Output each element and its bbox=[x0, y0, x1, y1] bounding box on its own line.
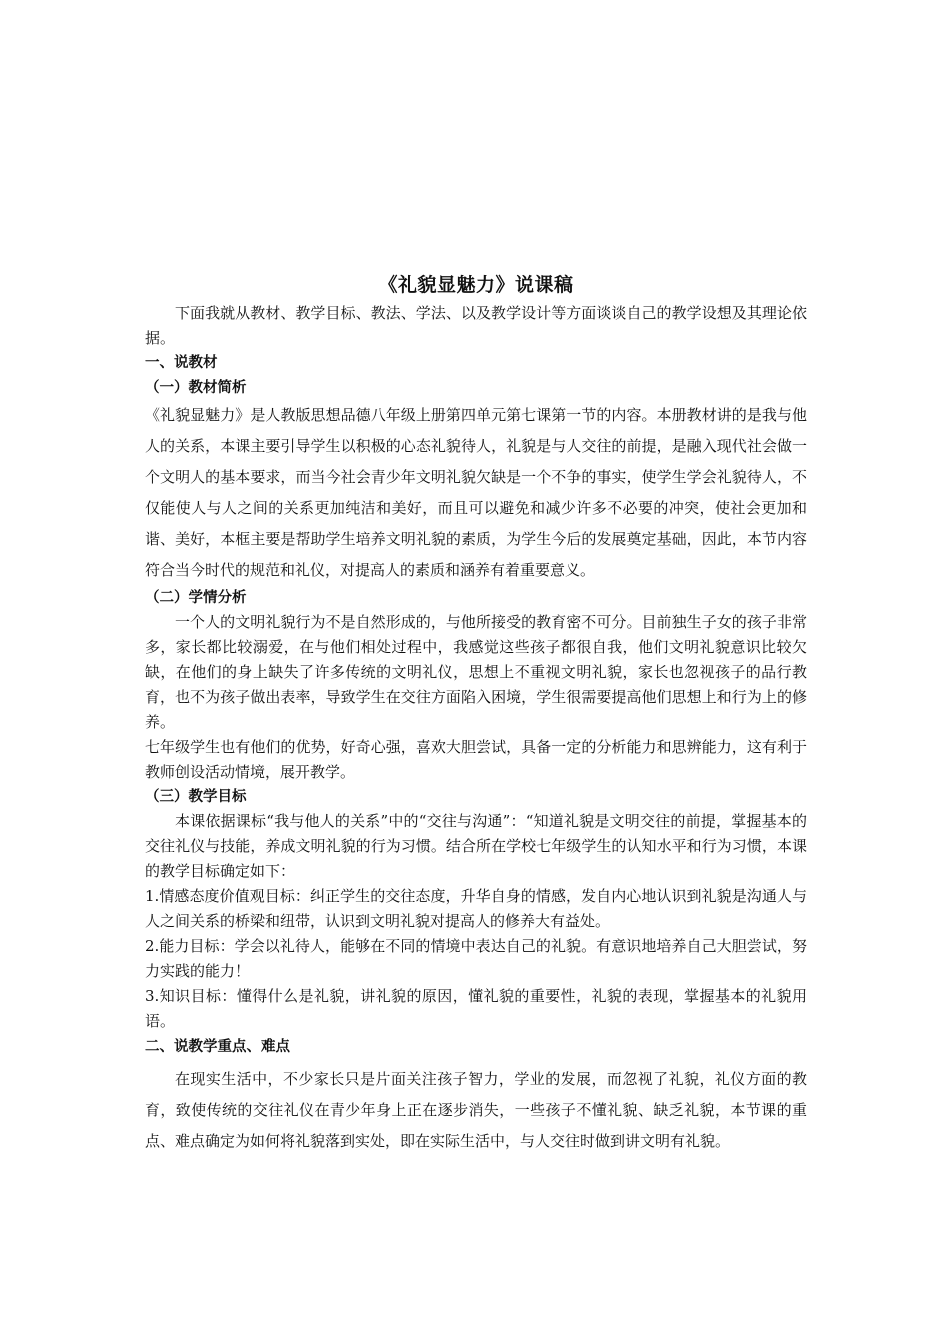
document-title: 《礼貌显魅力》说课稿 bbox=[378, 274, 574, 296]
subsection-heading-student-analysis: （二）学情分析 bbox=[145, 590, 247, 606]
student-analysis-paragraph-1: 一个人的文明礼貌行为不是自然形成的，与他所接受的教育密不可分。目前独生子女的孩子非常多，家长都比较溺爱，在与他们相处过程中，我感觉这些孩子都很自我，他们文明礼貌意识比较欠缺，在他们的身上缺失了许多传统的文明礼仪，思想上不重视文明礼貌，家长也忽视孩子的品行教育，也不为孩子做出表率，导致学生在交往方面陷入困境，学生很需要提高他们思想上和行为上的修养。 bbox=[145, 613, 807, 731]
section-heading-textbook: 一、说教材 bbox=[145, 355, 218, 371]
objective-item-1: 1.情感态度价值观目标：纠正学生的交往态度，升华自身的情感，发自内心地认识到礼貌是沟通人与人之间关系的桥梁和纽带，认识到文明礼貌对提高人的修养大有益处。 bbox=[145, 887, 807, 930]
section-heading-key-points: 二、说教学重点、难点 bbox=[145, 1039, 290, 1055]
subsection-heading-objectives: （三）教学目标 bbox=[145, 789, 247, 805]
subsection-heading-analysis: （一）教材简析 bbox=[145, 380, 247, 396]
intro-paragraph: 下面我就从教材、教学目标、教法、学法、以及教学设计等方面谈谈自己的教学设想及其理论依据。 bbox=[145, 304, 807, 347]
objectives-paragraph: 本课依据课标“我与他人的关系”中的“交往与沟通”：“知道礼貌是文明交往的前提，掌握基本的交往礼仪与技能，养成文明礼貌的行为习惯。结合所在学校七年级学生的认知水平和行为习惯，本课的教学目标确定如下： bbox=[145, 812, 807, 880]
objective-item-3: 3.知识目标：懂得什么是礼貌，讲礼貌的原因，懂礼貌的重要性，礼貌的表现，掌握基本的礼貌用语。 bbox=[145, 987, 807, 1030]
objective-item-2: 2.能力目标：学会以礼待人，能够在不同的情境中表达自己的礼貌。有意识地培养自己大胆尝试，努力实践的能力！ bbox=[145, 937, 807, 980]
key-points-paragraph: 在现实生活中，不少家长只是片面关注孩子智力，学业的发展，而忽视了礼貌，礼仪方面的教育，致使传统的交往礼仪在青少年身上正在逐步消失，一些孩子不懂礼貌、缺乏礼貌，本节课的重点、难点确定为如何将礼貌落到实处，即在实际生活中，与人交往时做到讲文明有礼貌。 bbox=[145, 1070, 807, 1150]
textbook-analysis-paragraph: 《礼貌显魅力》是人教版思想品德八年级上册第四单元第七课第一节的内容。本册教材讲的是我与他人的关系，本课主要引导学生以积极的心态礼貌待人，礼貌是与人交往的前提，是融入现代社会做一个文明人的基本要求，而当今社会青少年文明礼貌欠缺是一个不争的事实，使学生学会礼貌待人，不仅能使人与人之间的关系更加纯洁和美好，而且可以避免和减少许多不必要的冲突，使社会更加和谐、美好，本框主要是帮助学生培养文明礼貌的素质，为学生今后的发展奠定基础，因此，本节内容符合当今时代的规范和礼仪，对提高人的素质和涵养有着重要意义。 bbox=[145, 406, 807, 579]
document-page bbox=[145, 270, 807, 1157]
student-analysis-paragraph-2: 七年级学生也有他们的优势，好奇心强，喜欢大胆尝试，具备一定的分析能力和思辨能力，这有利于教师创设活动情境，展开教学。 bbox=[145, 738, 807, 781]
